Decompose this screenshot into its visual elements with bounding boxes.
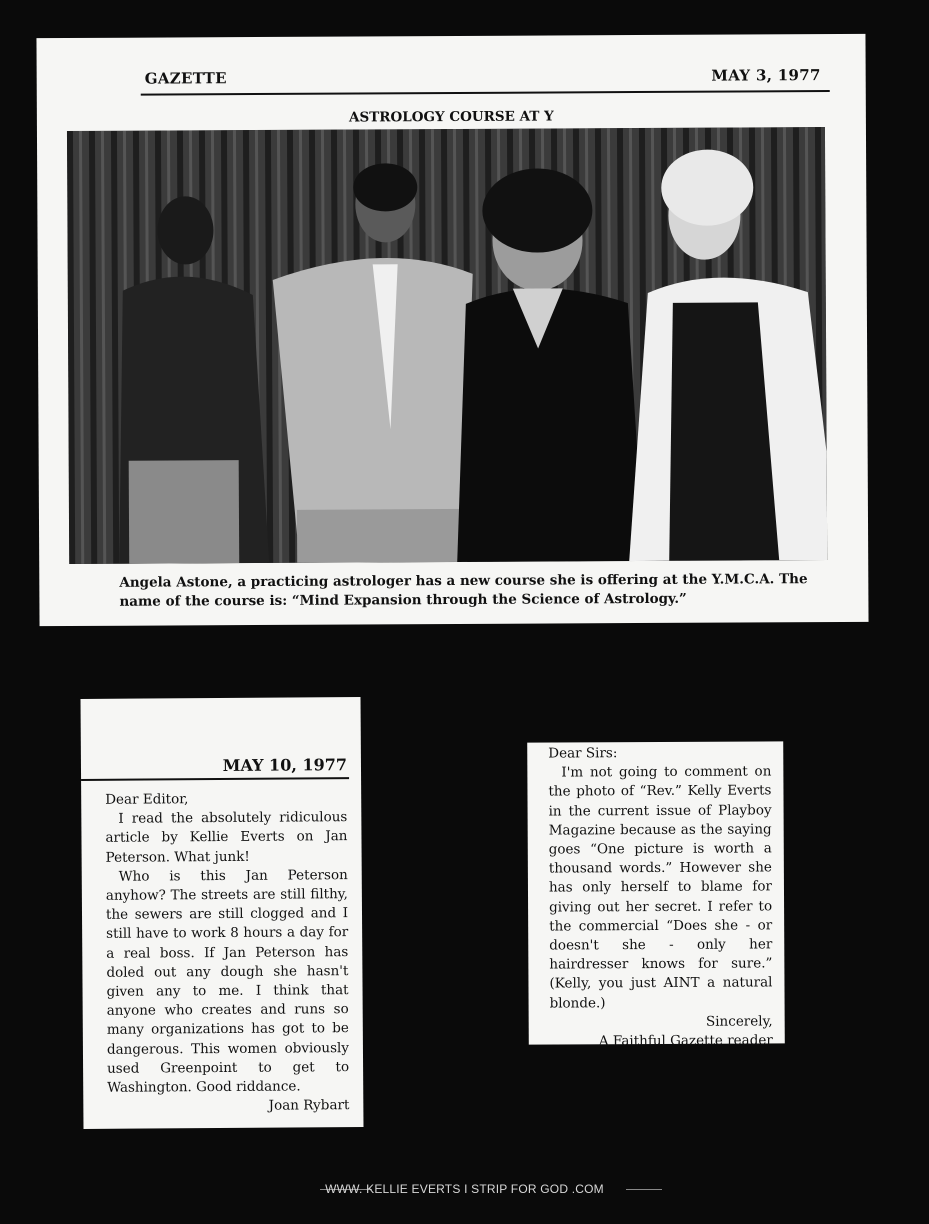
news-photo: [67, 127, 827, 564]
closing: Sincerely,: [705, 1013, 773, 1030]
letter-paragraph: I read the absolutely ridiculous article by Kellie Everts on Jan Peterson. What junk!: [105, 809, 348, 866]
reader-letter-clipping: [527, 741, 785, 1050]
letter-paragraph: Who is this Jan Peterson anyhow? The streets are still filthy, the sewers are still clogged and I still have to work 8 hours a day for a real boss. If Jan Peterson has doled out any dough she hasn't given any to me. I think that anyone who creates and runs so many organizations has got to be dangerous. This women obviously used Greenpoint to get to Washington. Good riddance.: [105, 866, 350, 1096]
letter-paragraph: I'm not going to comment on the photo of “Rev.” Kelly Everts in the current issue of Playboy Magazine because as the saying goes “One picture is worth a thousand words.” However she has only herself to blame for giving out her secret. I refer to the commercial “Does she - or doesn't she - only her hairdresser knows for sure.” (Kelly, you just AINT a natural blonde.): [548, 763, 773, 1012]
date-rule: [81, 777, 349, 781]
footer-rule-right: [626, 1189, 662, 1190]
headline: ASTROLOGY COURSE AT Y: [348, 108, 554, 126]
photo-caption: Angela Astone, a practicing astrologer has a new course she is offering at the Y.M.C.A. The name of the course is: “Mind Expansion through the Science of Astrology.”: [119, 571, 808, 610]
gazette-clipping: [36, 34, 868, 626]
masthead-rule: [141, 90, 830, 96]
masthead: GAZETTE: [144, 69, 227, 88]
salutation: Dear Editor,: [105, 791, 189, 808]
letter-date: MAY 10, 1977: [222, 755, 348, 775]
salutation: Dear Sirs:: [548, 745, 618, 762]
signature: Joan Rybart: [268, 1097, 350, 1114]
clipping-date: MAY 3, 1977: [711, 66, 821, 85]
letter-to-editor-clipping: [81, 697, 364, 1129]
footer-url[interactable]: WWW. KELLIE EVERTS I STRIP FOR GOD .COM: [325, 1182, 604, 1196]
signature: A Faithful Gazette reader: [598, 1032, 773, 1050]
letter-body: [105, 789, 349, 1117]
letter-body: [548, 743, 773, 1051]
